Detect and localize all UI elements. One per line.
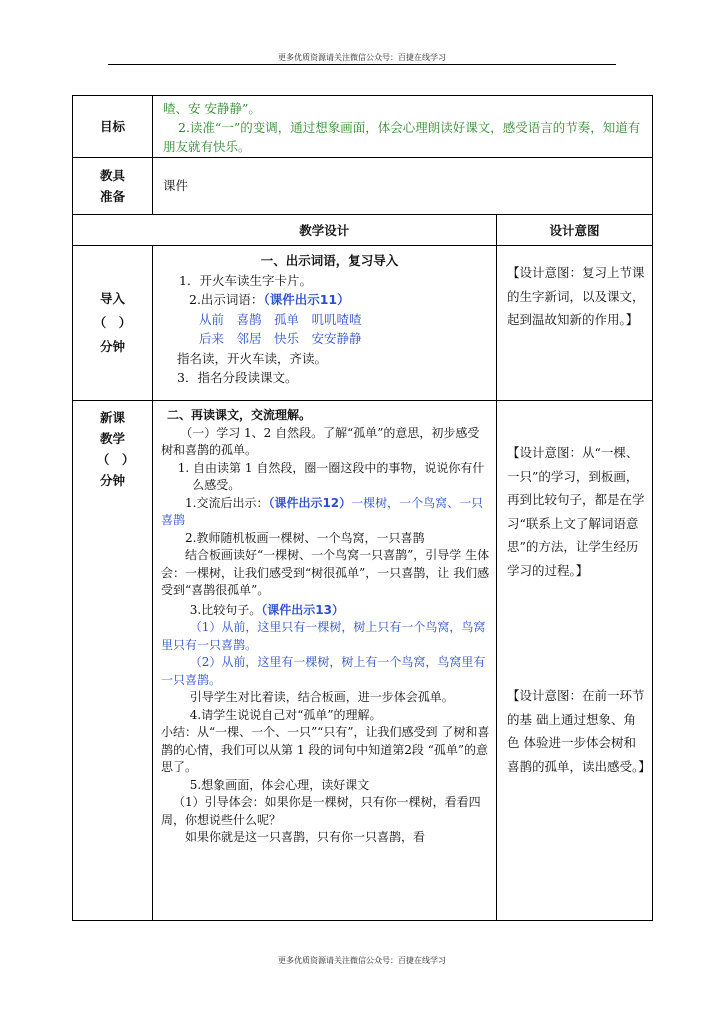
intro-step-1: 1．开火车读生字卡片。 xyxy=(179,272,312,288)
intro-words-2: 后来 邻居 快乐 安安静静 xyxy=(199,331,362,346)
page-header: 更多优质资源请关注微信公众号：百捷在线学习 xyxy=(278,53,446,62)
newlesson-p1: （一）学习 1、2 自然段。了解“孤单”的意思，初步感受树和喜鹊的孤单。 xyxy=(161,425,480,457)
newlesson-p9: 引导学生对比着读，结合板画，进一步体会孤单。 xyxy=(189,690,454,704)
newlesson-p14: 如果你就是这一只喜鹊，只有你一只喜鹊，看 xyxy=(185,830,426,844)
goal-label: 目标 xyxy=(73,96,153,158)
intro-intent: 【设计意图：复习上节课的生字新词，以及课文，起到温故知新的作用。】 xyxy=(497,246,653,401)
lesson-plan-table xyxy=(72,95,653,921)
materials-value: 课件 xyxy=(153,158,653,215)
goal-line-1: 喳、安 安静静”。 xyxy=(163,101,261,116)
intro-label: 导入（ ）分钟 xyxy=(73,246,153,401)
newlesson-p10: 4.请学生说说自己对“孤单”的理解。 xyxy=(189,707,382,722)
newlesson-p11: 小结：从“一棵、一个、一只”“只有”，让我们感受到 了树和喜鹊的心情，我们可以从第 1 段的词句中知道第2段 “孤单”的意思了。 xyxy=(161,725,490,774)
intro-step-3: 3．指名分段读课文。 xyxy=(177,370,298,385)
newlesson-title: 二、再读课文，交流理解。 xyxy=(167,408,312,422)
newlesson-intent-2: 【设计意图：在前一环节的基 础上通过想象、角色 体验进一步体会树和喜鹊的孤单，读出感受。】 xyxy=(507,688,651,774)
design-column-header: 教学设计 xyxy=(153,215,497,246)
goal-cell xyxy=(153,96,653,158)
header-spacer xyxy=(73,215,153,246)
newlesson-p4: 2.教师随机板画一棵树、一个鸟窝，一只喜鹊 xyxy=(185,530,425,545)
newlesson-intent-cell xyxy=(497,401,653,921)
intro-read: 指名读，开火车读，齐读。 xyxy=(177,350,328,366)
newlesson-content xyxy=(153,401,497,921)
intro-content xyxy=(153,246,497,401)
intro-title: 一、出示词语，复习导入 xyxy=(260,253,399,268)
page-footer: 更多优质资源请关注微信公众号：百捷在线学习 xyxy=(278,956,446,965)
newlesson-p7: （1）从前，这里只有一棵树，树上只有一个鸟窝，鸟窝里只有一只喜鹊。 xyxy=(161,620,486,652)
newlesson-label: 新课教学（ ）分钟 xyxy=(73,401,153,921)
newlesson-p2: 1. 自由读第 1 自然段，圈一圈这段中的事物，说说你有什么感受。 xyxy=(177,460,485,492)
newlesson-p12: 5.想象画面，体会心理，读好课文 xyxy=(189,777,370,792)
intro-step-2: 2.出示词语：（课件出示11） xyxy=(189,292,350,307)
header-rule xyxy=(108,64,616,65)
newlesson-p3: 1.交流后出示：（课件出示12）一棵树，一个鸟窝、一只喜鹊 xyxy=(161,495,484,527)
intro-words-1: 从前 喜鹊 孤单 叽叽喳喳 xyxy=(199,311,362,327)
newlesson-p6: 3.比较句子。（课件出示13） xyxy=(189,602,344,617)
intent-column-header: 设计意图 xyxy=(497,215,653,246)
materials-label: 教具准备 xyxy=(73,158,153,215)
newlesson-p13: （1）引导体会：如果你是一棵树，只有你一棵树，看看四周，你想说些什么呢？ xyxy=(161,795,481,827)
newlesson-p5: 结合板画读好“一棵树、一个鸟窝一只喜鹊”，引导学 生体会：一棵树，让我们感受到“树很孤单”，一只喜鹊，让 我们感受到“喜鹊很孤单”。 xyxy=(161,548,490,597)
newlesson-p8: （2）从前，这里有一棵树，树上有一个鸟窝，鸟窝里有一只喜鹊。 xyxy=(161,655,486,687)
goal-line-2: 2.读准“一”的变调，通过想象画面，体会心理朗读好课文，感受语言的节奏，知道有朋友就有快乐。 xyxy=(163,120,641,154)
newlesson-intent-1: 【设计意图：从“一棵、一只”的学习，到板画，再到比较句子，都是在学习“联系上文了解词语意思”的方法，让学生经历学习的过程。】 xyxy=(507,445,645,578)
